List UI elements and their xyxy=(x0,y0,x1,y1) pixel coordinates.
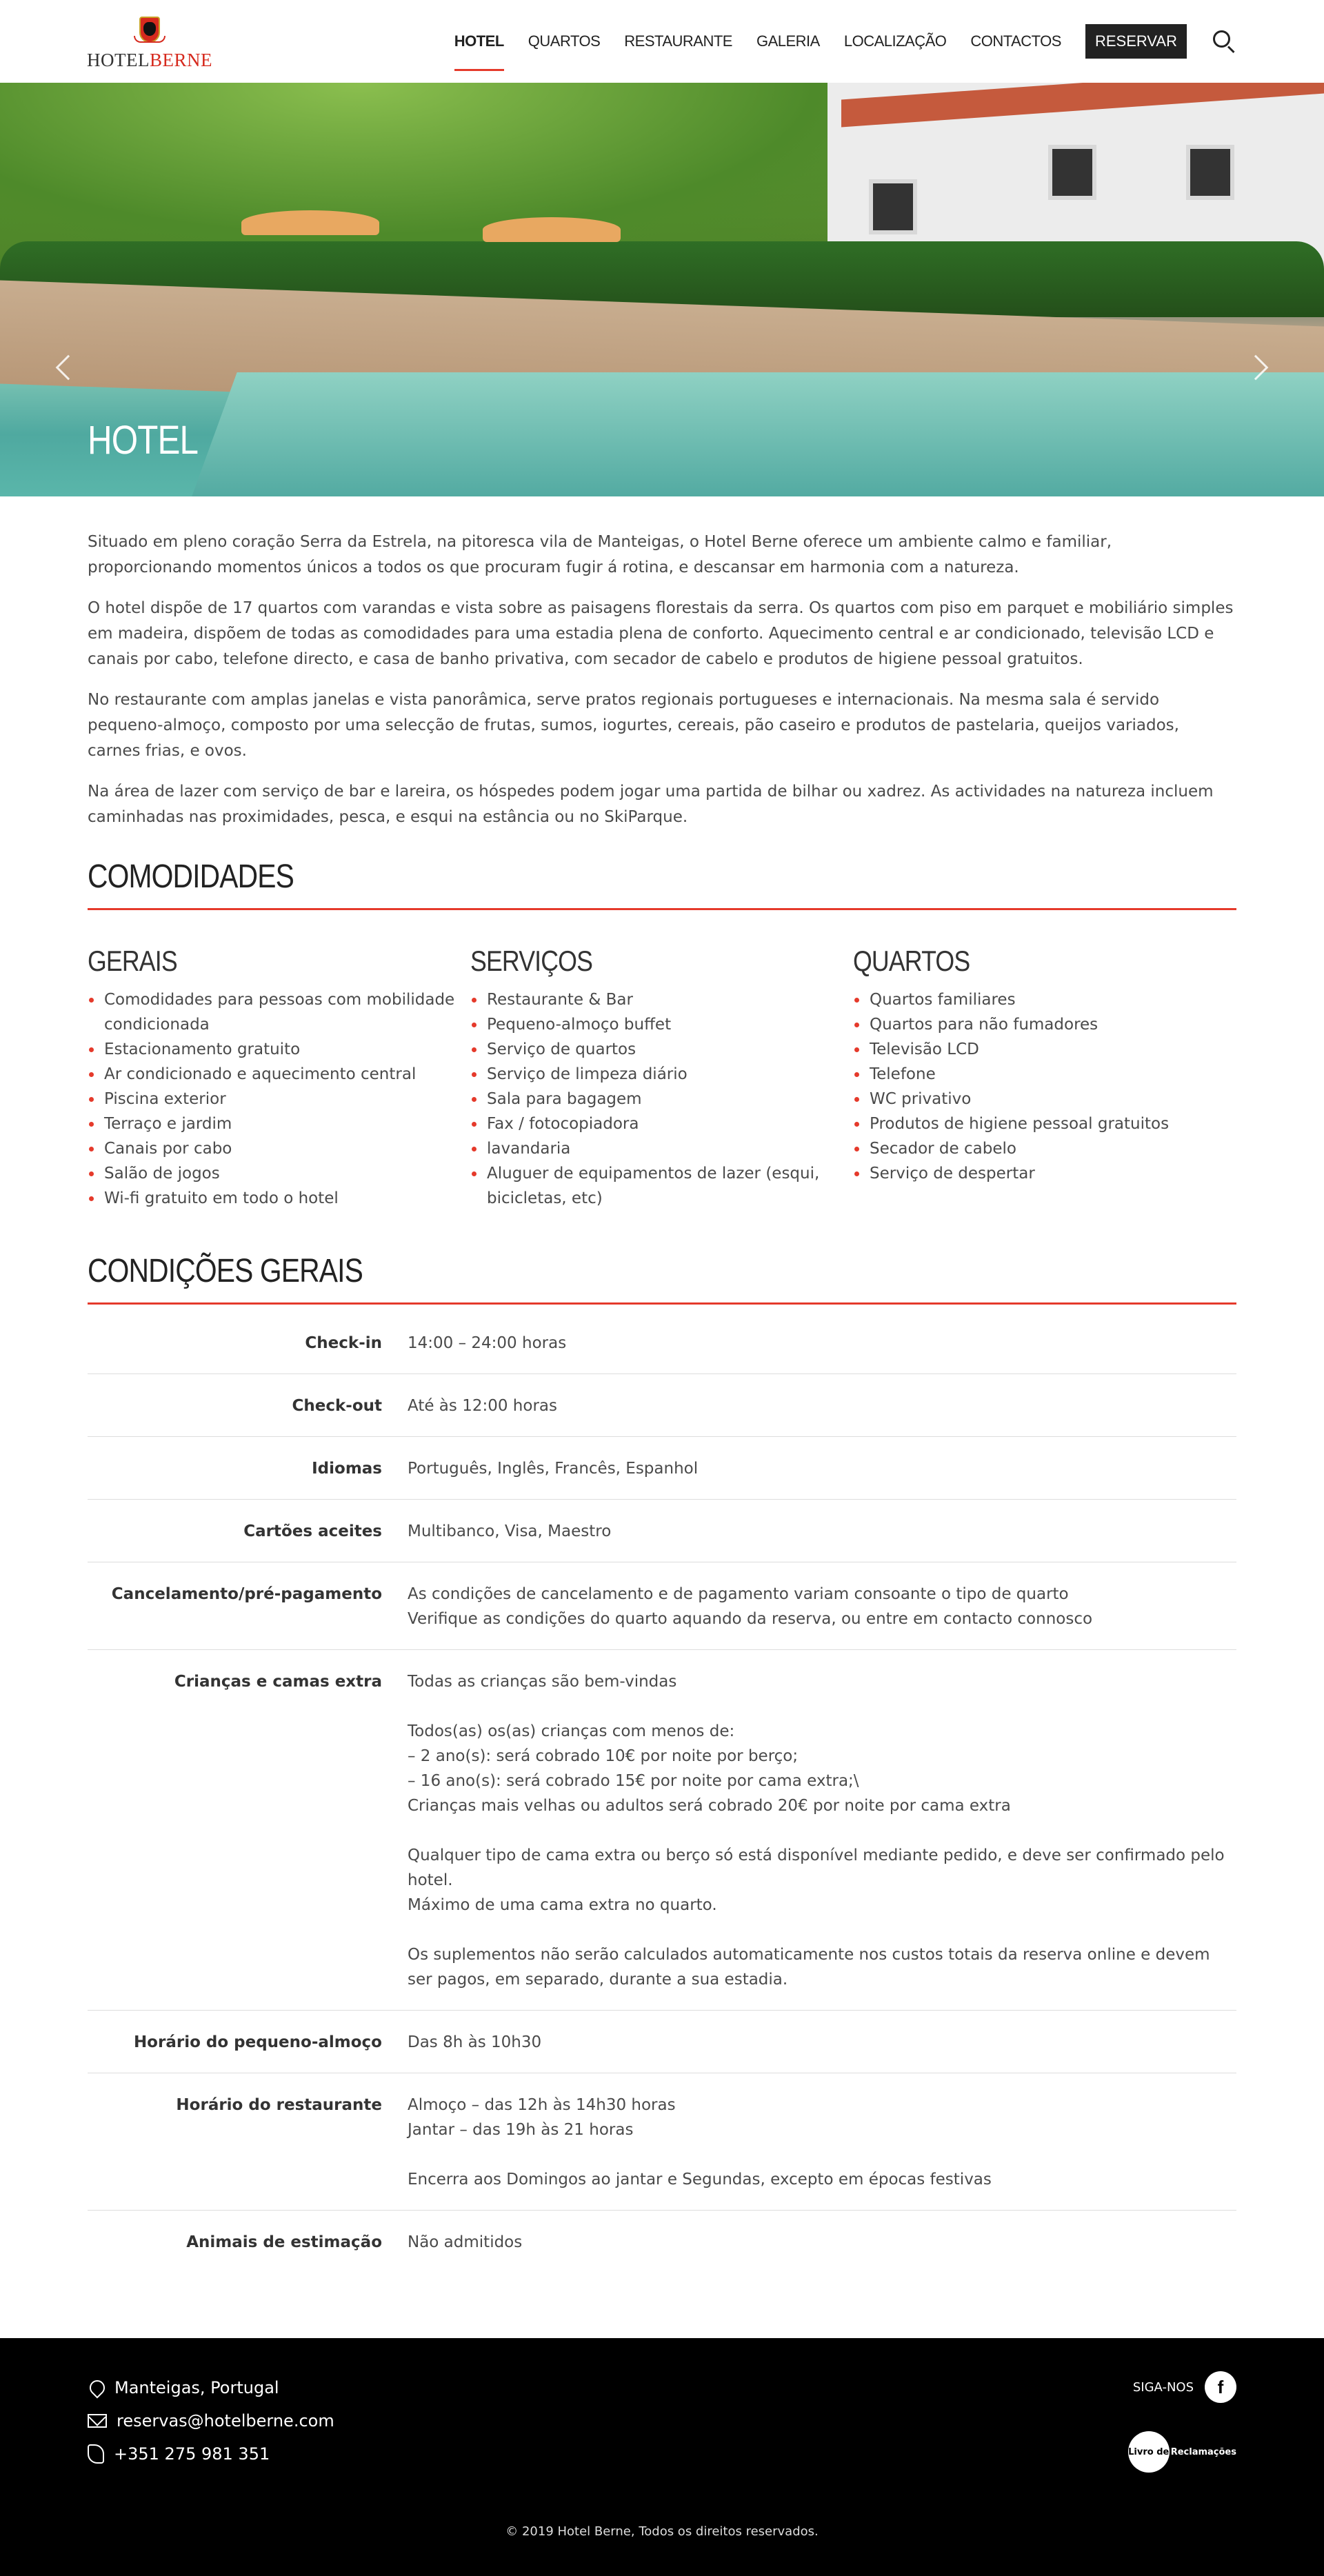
livro-reclamacoes-logo: Livro de xyxy=(1128,2431,1170,2473)
conditions-value xyxy=(408,1582,1236,1631)
conditions-value-line: Português, Inglês, Francês, Espanhol xyxy=(408,1460,699,1478)
facebook-icon[interactable]: f xyxy=(1205,2371,1236,2403)
livro-reclamacoes-link[interactable] xyxy=(1128,2431,1236,2473)
conditions-value-line: Máximo de uma cama extra no quarto. xyxy=(408,1896,717,1914)
conditions-value-line: Todos(as) os(as) crianças com menos de: xyxy=(408,1722,735,1740)
conditions-value-line: Almoço – das 12h às 14h30 horas xyxy=(408,2096,676,2114)
conditions-label: Horário do pequeno-almoço xyxy=(133,2033,382,2051)
intro-paragraph: Situado em pleno coração Serra da Estrela, na pitoresca vila de Manteigas, o Hotel Berne oferece um ambiente calmo e familiar, proporcionando momentos únicos a todos os que procuram fugir á rotina, e descansar em harmonia com a natureza. xyxy=(88,533,1112,576)
list-item: Canais por cabo xyxy=(88,1136,470,1161)
list-item: Telefone xyxy=(853,1062,1236,1087)
nav-item-restaurante[interactable]: RESTAURANTE xyxy=(624,32,732,50)
list-item: Fax / fotocopiadora xyxy=(470,1111,853,1136)
list-item: Ar condicionado e aquecimento central xyxy=(88,1062,470,1087)
envelope-icon xyxy=(88,2414,107,2428)
conditions-value-line: Encerra aos Domingos ao jantar e Segundas, excepto em épocas festivas xyxy=(408,2171,992,2188)
email-link[interactable]: reservas@hotelberne.com xyxy=(117,2411,334,2431)
conditions-value-line: Todas as crianças são bem-vindas xyxy=(408,1673,677,1691)
list-item: Produtos de higiene pessoal gratuitos xyxy=(853,1111,1236,1136)
phone-link[interactable]: +351 275 981 351 xyxy=(114,2444,270,2464)
conditions-value-line xyxy=(408,2142,1236,2167)
conditions-value-line: 14:00 – 24:00 horas xyxy=(408,1334,567,1352)
conditions-row xyxy=(88,2011,1236,2073)
address-item xyxy=(88,2371,334,2404)
page-title: HOTEL xyxy=(88,418,199,463)
location-pin-icon xyxy=(86,2377,108,2398)
conditions-row xyxy=(88,1374,1236,1437)
conditions-row xyxy=(88,2073,1236,2211)
conditions-label: Crianças e camas extra xyxy=(174,1673,382,1691)
list-item: Estacionamento gratuito xyxy=(88,1037,470,1062)
list-item: Serviço de quartos xyxy=(470,1037,853,1062)
list-item: Piscina exterior xyxy=(88,1087,470,1111)
search-icon[interactable] xyxy=(1212,29,1236,54)
site-footer xyxy=(0,2338,1324,2576)
conditions-label: Animais de estimação xyxy=(186,2233,382,2251)
nav-item-localizacao[interactable]: LOCALIZAÇÃO xyxy=(843,32,947,50)
nav-item-quartos[interactable]: QUARTOS xyxy=(528,32,601,50)
conditions-label: Cartões aceites xyxy=(243,1522,382,1540)
list-item: Wi-fi gratuito em todo o hotel xyxy=(88,1186,470,1211)
amenities-columns xyxy=(88,945,1236,1211)
column-title: SERVIÇOS xyxy=(470,945,593,977)
conditions-label: Check-out xyxy=(292,1397,382,1415)
conditions-value xyxy=(408,1331,1236,1356)
main-nav xyxy=(430,24,1236,59)
amenities-column-servicos xyxy=(470,945,853,1211)
conditions-value-line: Jantar – das 19h às 21 horas xyxy=(408,2121,634,2139)
list-item: Salão de jogos xyxy=(88,1161,470,1186)
list-item: lavandaria xyxy=(470,1136,853,1161)
conditions-label: Horário do restaurante xyxy=(176,2096,382,2114)
intro-paragraph: No restaurante com amplas janelas e vista panorâmica, serve pratos regionais portugueses e internacionais. Na mesma sala é servido pequeno-almoço, composto por uma selecção de frutas, sumos, iogurtes, cereais, pão caseiro e produtos de pastelaria, queijos variados, carnes frias, e ovos. xyxy=(88,691,1179,760)
nav-item-hotel[interactable]: HOTEL xyxy=(454,26,504,57)
reserve-button[interactable]: RESERVAR xyxy=(1085,24,1187,59)
conditions-value-line: Até às 12:00 horas xyxy=(408,1397,557,1415)
conditions-row xyxy=(88,1650,1236,2011)
list-item: Terraço e jardim xyxy=(88,1111,470,1136)
conditions-value-line: Os suplementos não serão calculados automaticamente nos custos totais da reserva online e devem ser pagos, em separado, durante a sua estadia. xyxy=(408,1946,1210,1989)
nav-item-contactos[interactable]: CONTACTOS xyxy=(970,32,1061,50)
follow-label: SIGA-NOS xyxy=(1132,2379,1194,2395)
logo-text: HOTELBERNE xyxy=(87,49,212,70)
list-item: Secador de cabelo xyxy=(853,1136,1236,1161)
section-divider xyxy=(88,1302,1236,1305)
conditions-value xyxy=(408,2230,1236,2255)
list-item: Quartos familiares xyxy=(853,987,1236,1012)
contact-info xyxy=(88,2371,334,2471)
column-title: GERAIS xyxy=(88,945,177,977)
conditions-value xyxy=(408,1456,1236,1481)
conditions-value xyxy=(408,1519,1236,1544)
list-item: Serviço de limpeza diário xyxy=(470,1062,853,1087)
address-text: Manteigas, Portugal xyxy=(114,2378,279,2397)
phone-item[interactable] xyxy=(88,2437,334,2471)
intro-paragraph: O hotel dispõe de 17 quartos com varandas e vista sobre as paisagens florestais da serra. Os quartos com piso em parquet e mobiliário simples em madeira, dispõem de todas as comodidades para uma estadia plena de conforto. Aquecimento central e ar condicionado, televisão LCD e canais por cabo, telefone directo, e casa de banho privativa, com secador de cabelo e produtos de higiene pessoal gratuitos. xyxy=(88,599,1234,668)
hero-image xyxy=(0,83,896,262)
list-item: Comodidades para pessoas com mobilidade condicionada xyxy=(88,987,470,1037)
list-item: Televisão LCD xyxy=(853,1037,1236,1062)
conditions-value-line: Verifique as condições do quarto aquando da reserva, ou entre em contacto connosco xyxy=(408,1610,1093,1628)
email-item[interactable] xyxy=(88,2404,334,2437)
hotel-berne-logo[interactable] xyxy=(88,12,212,71)
conditions-value-line: Crianças mais velhas ou adultos será cobrado 20€ por noite por cama extra xyxy=(408,1797,1011,1815)
conditions-value-line xyxy=(408,1818,1236,1843)
conditions-label: Idiomas xyxy=(312,1460,382,1478)
conditions-value xyxy=(408,1393,1236,1418)
conditions-row xyxy=(88,1500,1236,1562)
site-header xyxy=(0,0,1324,83)
conditions-value-line: Não admitidos xyxy=(408,2233,523,2251)
amenities-column-gerais xyxy=(88,945,470,1211)
conditions-value-line: – 16 ano(s): será cobrado 15€ por noite por cama extra;\ xyxy=(408,1772,859,1790)
conditions-row xyxy=(88,1311,1236,1374)
conditions-row xyxy=(88,1437,1236,1500)
column-title: QUARTOS xyxy=(853,945,970,977)
list-item: WC privativo xyxy=(853,1087,1236,1111)
list-item: Restaurante & Bar xyxy=(470,987,853,1012)
amenities-column-quartos xyxy=(853,945,1236,1211)
hero-slider xyxy=(0,83,1324,496)
conditions-label: Check-in xyxy=(305,1334,382,1352)
social-links xyxy=(1133,2371,1236,2403)
conditions-value-line: As condições de cancelamento e de pagamento variam consoante o tipo de quarto xyxy=(408,1585,1069,1603)
conditions-value-line xyxy=(408,1918,1236,1942)
conditions-value xyxy=(408,2093,1236,2192)
conditions-value-line: Das 8h às 10h30 xyxy=(408,2033,542,2051)
conditions-label: Cancelamento/pré-pagamento xyxy=(111,1585,382,1603)
list-item: Aluguer de equipamentos de lazer (esqui, bicicletas, etc) xyxy=(470,1161,853,1211)
conditions-value xyxy=(408,1669,1236,1992)
phone-icon xyxy=(88,2444,104,2464)
conditions-value-line: Multibanco, Visa, Maestro xyxy=(408,1522,612,1540)
list-item: Sala para bagagem xyxy=(470,1087,853,1111)
section-divider xyxy=(88,908,1236,910)
conditions-row xyxy=(88,2211,1236,2273)
intro-text xyxy=(88,496,1236,830)
bear-crest-icon xyxy=(130,12,170,48)
intro-paragraph: Na área de lazer com serviço de bar e lareira, os hóspedes podem jogar uma partida de bilhar ou xadrez. As actividades na natureza incluem caminhadas nas proximidades, pesca, e esqui na estância ou no SkiParque. xyxy=(88,783,1214,826)
copyright-text: © 2019 Hotel Berne, Todos os direitos reservados. xyxy=(505,2524,819,2539)
conditions-value-line: Qualquer tipo de cama extra ou berço só está disponível mediante pedido, e deve ser confirmado pelo hotel. xyxy=(408,1847,1225,1889)
conditions-row xyxy=(88,1562,1236,1650)
conditions-table xyxy=(88,1311,1236,2273)
conditions-value-line xyxy=(408,1694,1236,1719)
nav-item-galeria[interactable]: GALERIA xyxy=(756,32,820,50)
livro-reclamacoes-text: Reclamações xyxy=(1170,2446,1236,2457)
list-item: Serviço de despertar xyxy=(853,1161,1236,1186)
amenities-title: COMODIDADES xyxy=(88,858,294,895)
conditions-title: CONDIÇÕES GERAIS xyxy=(88,1253,363,1289)
conditions-value xyxy=(408,2030,1236,2055)
list-item: Quartos para não fumadores xyxy=(853,1012,1236,1037)
list-item: Pequeno-almoço buffet xyxy=(470,1012,853,1037)
conditions-value-line: – 2 ano(s): será cobrado 10€ por noite por berço; xyxy=(408,1747,799,1765)
